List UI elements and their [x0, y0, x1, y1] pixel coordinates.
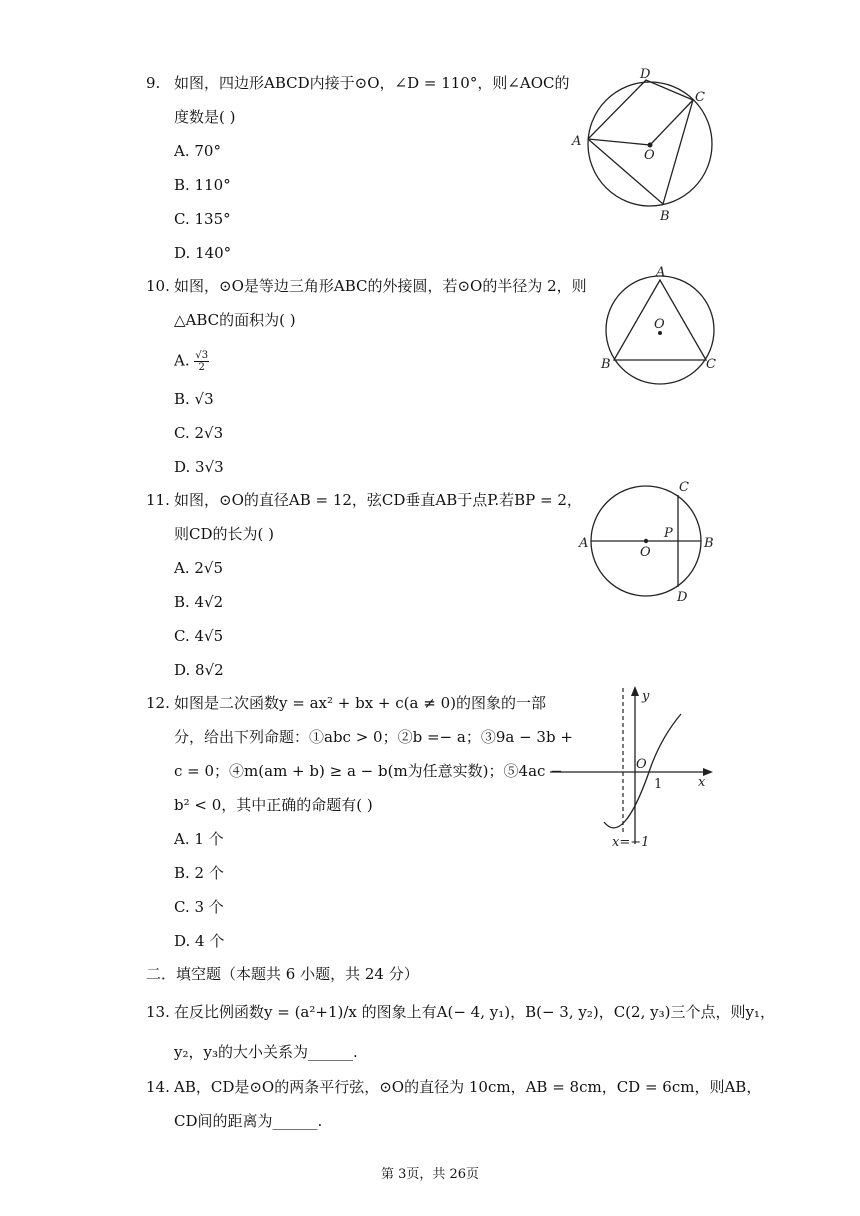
- question-number: 9.: [146, 74, 161, 92]
- question-text: 如图是二次函数y = ax² + bx + c(a ≠ 0)的图象的一部: [174, 694, 546, 712]
- question-number: 12.: [146, 694, 170, 712]
- question-text: CD间的距离为______.: [174, 1112, 323, 1130]
- question-text: 如图，四边形ABCD内接于⊙O，∠D = 110°，则∠AOC的: [174, 74, 570, 92]
- option-a: A. 70°: [174, 142, 221, 160]
- label-x: x: [698, 775, 706, 790]
- label-c: C: [706, 357, 716, 372]
- label-symmetry-axis: x=−1: [612, 835, 650, 850]
- option-b: B. 110°: [174, 176, 231, 194]
- label-p: P: [664, 526, 673, 541]
- option-a: A. 2√5: [174, 559, 224, 577]
- figure-q12-parabola: [548, 684, 728, 858]
- question-text: 则CD的长为( ): [174, 525, 274, 543]
- label-d: D: [640, 67, 651, 82]
- label-a: A: [572, 134, 582, 149]
- question-text: b² < 0，其中正确的命题有( ): [174, 796, 373, 814]
- question-text: AB，CD是⊙O的两条平行弦，⊙O的直径为 10cm，AB = 8cm，CD = 6cm，则AB，: [174, 1078, 762, 1096]
- label-c: C: [695, 90, 705, 105]
- question-number: 13.: [146, 1003, 170, 1021]
- label-a: A: [579, 536, 589, 551]
- question-text: 如图，⊙O的直径AB = 12，弦CD垂直AB于点P.若BP = 2，: [174, 491, 582, 509]
- question-text: 度数是( ): [174, 108, 236, 126]
- figure-q10-circle: [596, 264, 726, 394]
- question-text: y₂，y₃的大小关系为______.: [174, 1043, 358, 1061]
- label-b: B: [660, 209, 670, 224]
- label-a: A: [656, 265, 666, 280]
- option-c: C. 2√3: [174, 424, 224, 442]
- option-c: C. 135°: [174, 210, 231, 228]
- option-d: D. 3√3: [174, 458, 224, 476]
- option-d: D. 8√2: [174, 661, 224, 679]
- label-o: O: [636, 757, 647, 772]
- question-text: 分，给出下列命题：①abc > 0；②b =− a；③9a − 3b +: [174, 728, 573, 746]
- option-b: B. √3: [174, 390, 214, 408]
- question-number: 11.: [146, 491, 170, 509]
- option-d: D. 4 个: [174, 932, 225, 950]
- question-number: 14.: [146, 1078, 170, 1096]
- section-heading: 二．填空题（本题共 6 小题，共 24 分）: [146, 965, 419, 983]
- option-a: A. $\frac{√3}{2}$: [174, 350, 209, 373]
- label-c: C: [679, 480, 689, 495]
- question-text: 在反比例函数y = (a²+1)/x 的图象上有A(− 4, y₁)，B(− 3, y₂)，C(2, y₃)三个点，则y₁，: [174, 1003, 775, 1021]
- question-number: 10.: [146, 277, 170, 295]
- question-text: c = 0；④m(am + b) ≥ a − b(m为任意实数)；⑤4ac −: [174, 762, 563, 780]
- page-footer: 第 3页，共 26页: [380, 1167, 480, 1182]
- label-y: y: [642, 689, 650, 704]
- option-b: B. 2 个: [174, 864, 224, 882]
- label-o: O: [644, 148, 655, 163]
- label-o: O: [640, 545, 651, 560]
- label-b: B: [704, 536, 714, 551]
- option-c: C. 4√5: [174, 627, 224, 645]
- option-c: C. 3 个: [174, 898, 224, 916]
- option-a: A. 1 个: [174, 830, 224, 848]
- option-d: D. 140°: [174, 244, 232, 262]
- label-d: D: [677, 590, 688, 605]
- question-text: 如图，⊙O是等边三角形ABC的外接圆，若⊙O的半径为 2，则: [174, 277, 587, 295]
- label-one: 1: [654, 777, 663, 792]
- figure-q9-circle: [566, 64, 726, 232]
- option-b: B. 4√2: [174, 593, 224, 611]
- question-text: △ABC的面积为( ): [174, 311, 296, 329]
- label-b: B: [601, 357, 611, 372]
- label-o: O: [654, 317, 665, 332]
- figure-q11-circle: [576, 476, 726, 610]
